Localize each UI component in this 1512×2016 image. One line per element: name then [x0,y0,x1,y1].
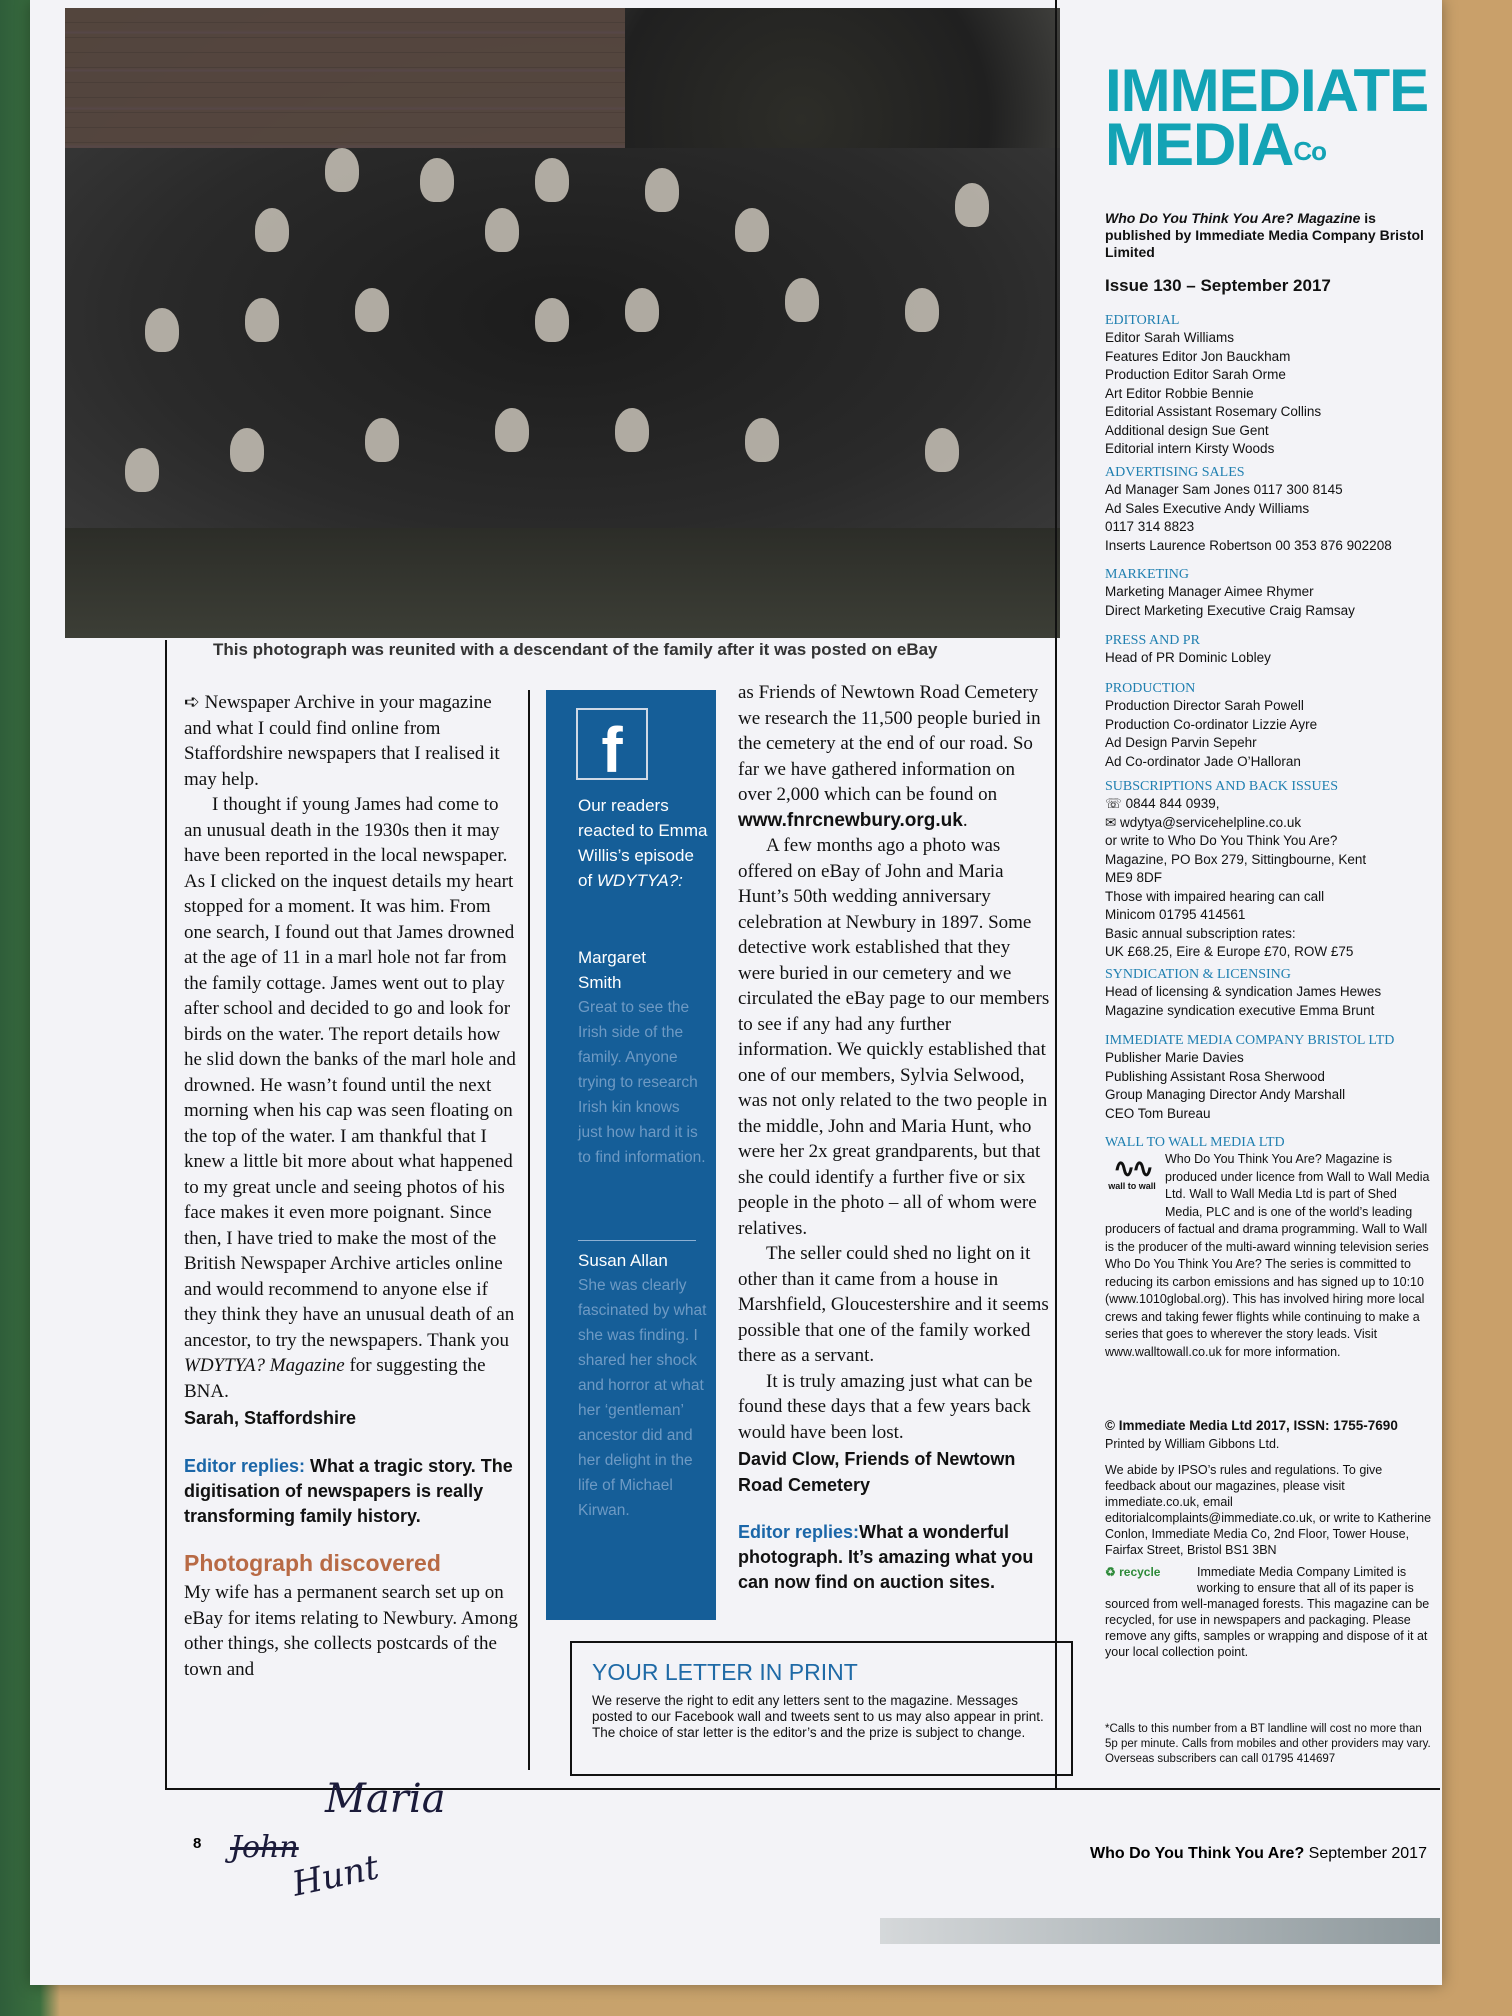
facebook-icon: f [576,708,648,780]
commenter-name: Susan Allan [578,1251,668,1270]
advertising-section: ADVERTISING SALES Ad Manager Sam Jones 0117 300 8145 Ad Sales Executive Andy Williams 0117 314 8823 Inserts Laurence Robertson 00 353 876 902208 [1105,465,1392,553]
comment-divider [578,1240,696,1241]
grass [65,528,1060,638]
page-number: 8 [193,1835,202,1852]
editor-reply: Editor replies:What a wonderful photograph. It’s amazing what you can now find on auction sites. [738,1522,1034,1592]
copyright: © Immediate Media Ltd 2017, ISSN: 1755-7690 [1105,1418,1398,1433]
paragraph: The seller could shed no light on it other than it came from a house in Marshfield, Gloucestershire and it seems possible that one of the family worked there as a servant. [738,1243,1049,1366]
wall-to-wall-logo: ∿∿ wall to wall [1105,1155,1159,1205]
wall-to-wall-section: WALL TO WALL MEDIA LTD ∿∿ wall to wall Who Do You Think You Are? Magazine is produced under licence from Wall to Wall Media Ltd. Wall to Wall Media Ltd is part of Shed Media, PLC and is one of the world’s leading producers of factual and drama programming. Wall to Wall is the producer of the multi-award winning television series Who Do You Think You Are? The series is committed to reducing its carbon emissions and has signed up to 10:10 (www.1010global.org). This has involved hiring more local crews and taking fewer flights while continuing to make a series that goes to wherever the story leads. Visit www.walltowall.co.uk for more information. [1105,1135,1430,1359]
person-face [365,418,399,462]
comment-text: She was clearly fascinated by what she was finding. I shared her shock and horror at what her ‘gentleman’ ancestor did and her delight in the life of Michael Kirwan. [578,1277,707,1519]
person-face [535,298,569,342]
photo-caption: This photograph was reunited with a descendant of the family after it was posted on eBay [213,640,938,659]
column-rule [1055,0,1057,1790]
recycle-logo: ♻ recycle [1105,1565,1161,1579]
letter-column-1 [184,690,519,1682]
person-face [325,148,359,192]
editorial-section: EDITORIAL Editor Sarah Williams Features Editor Jon Bauckham Production Editor Sarah Orme Art Editor Robbie Bennie Editorial Assistant Rosemary Collins Additional design Sue Gent Editorial intern Kirsty Woods [1105,313,1322,456]
column-rule [165,640,167,1790]
paragraph: A few months ago a photo was offered on eBay of John and Maria Hunt’s 50th wedding anniversary celebration at Newbury in 1897. Some detective work established that they were buried in our cemetery and we circulated the eBay page to our members to see if any had any further information. We quickly established that one of our members, Sylvia Selwood, was not only related to the two people in the middle, John and Maria Hunt, who were her 2x great grandparents, but that she could identify a further five or six people in the photo – all of whom were relatives. [738,835,1050,1239]
group-of-people [65,148,1060,568]
letter-heading: Photograph discovered [184,1549,441,1576]
letter-box-text: We reserve the right to edit any letters sent to the magazine. Messages posted to our Facebook wall and tweets sent to us may also appear in print. The choice of star letter is the editor’s and the prize is subject to change. [592,1693,1044,1740]
handwritten-note: John [230,1830,299,1865]
person-face [535,158,569,202]
person-face [420,158,454,202]
paragraph: ➪ Newspaper Archive in your magazine and what I could find online from Staffordshire newspapers that I realised it may help. [184,692,500,790]
person-face [645,168,679,212]
person-face [625,288,659,332]
paragraph: as Friends of Newtown Road Cemetery we research the 11,500 people buried in the cemetery at the end of our road. So far we have gathered information on over 2,000 which can be found on www.fnrcnewbury.org.uk. [738,682,1041,831]
production-section: PRODUCTION Production Director Sarah Powell Production Co-ordinator Lizzie Ayre Ad Design Parvin Sepehr Ad Co-ordinator Jade O’Halloran [1105,681,1318,769]
recycle-statement: ♻ recycle Immediate Media Company Limited is working to ensure that all of its paper is sourced from well-managed forests. This magazine can be recycled, for use in newspapers and packaging. Please remove any gifts, samples or wrapping and dispose of it at your local collection point. [1105,1565,1430,1659]
issue-number: Issue 130 – September 2017 [1105,276,1331,295]
handwritten-note: Hunt [288,1847,383,1905]
handwritten-note: Maria [325,1776,446,1822]
paragraph: It is truly amazing just what can be found these days that a few years back would have been lost. [738,1370,1033,1443]
family-group-photograph [65,8,1060,638]
person-face [735,208,769,252]
editor-reply: Editor replies: What a tragic story. The digitisation of newspapers is really transforming family history. [184,1455,513,1526]
wave-icon: ∿∿ [1113,1153,1151,1183]
person-face [245,298,279,342]
publisher-statement: Who Do You Think You Are? Magazine is published by Immediate Media Company Bristol Limited [1105,210,1424,260]
person-face [230,428,264,472]
paragraph: I thought if young James had come to an unusual death in the 1930s then it may have been reported in the local newspaper. As I clicked on the inquest details my heart stopped for a moment. It was him. From one search, I found out that James drowned at the age of 11 in a marl hole not far from the family cottage. James went out to play after school and decided to go and look for birds on the water. The report details how he slid down the banks of the marl hole and drowned. He wasn’t found until the next morning when his cap was seen floating on the top of the water. I am thankful that I knew a little bit more about what happened to my great uncle and seeing photos of his face makes it even more poignant. Since then, I have tried to make the most of the British Newspaper Archive articles online and would recommend to anyone else if they think they have an unusual death of an ancestor, to try the newspapers. Thank you WDYTYA? Magazine for suggesting the BNA. [184,794,516,1402]
person-face [745,418,779,462]
commenter-name: Margaret Smith [578,948,647,992]
person-face [355,288,389,332]
your-letter-in-print-box [570,1641,1073,1776]
marketing-section: MARKETING Marketing Manager Aimee Rhymer Direct Marketing Executive Craig Ramsay [1105,567,1355,618]
subscriptions-section: SUBSCRIPTIONS AND BACK ISSUES ☏ 0844 844 0939, ✉ wdytya@servicehelpline.co.uk or write to Who Do You Think You Are? Magazine, PO Box 279, Sittingbourne, Kent ME9 8DF Those with impaired hearing can call Minicom 01795 414561 Basic annual subscription rates: UK £68.25, Eire & Europe £70, ROW £75 [1105,779,1367,959]
person-face [255,208,289,252]
recycle-icon: ♻ [1105,1565,1116,1579]
magazine-page [30,0,1442,1985]
letter-box-title: YOUR LETTER IN PRINT [592,1659,858,1685]
letter-column-2 [738,680,1050,1595]
column-rule [528,690,530,1770]
ipso-statement: We abide by IPSO’s rules and regulations. To give feedback about our magazines, please visit immediate.co.uk, email editorialcomplaints@immediate.co.uk, or write to Katherine Conlon, Immediate Media Co, 2nd Floor, Tower House, Fairfax Street, Bristol BS1 3BN [1105,1463,1432,1557]
facebook-intro: Our readers reacted to Emma Willis’s episode of WDYTYA?: [578,796,708,890]
person-face [485,208,519,252]
person-face [495,408,529,452]
person-face [955,183,989,227]
immediate-media-logo: IMMEDIATE $MEDIA^{Co}$ [1105,57,1429,178]
footer-magazine-title: Who Do You Think You Are? September 2017 [1090,1845,1427,1862]
paragraph: My wife has a permanent search set up on eBay for items relating to Newbury. Among other things, she collects postcards of the town and [184,1582,518,1680]
person-face [905,288,939,332]
person-face [125,448,159,492]
immediate-media-bristol-section: IMMEDIATE MEDIA COMPANY BRISTOL LTD Publisher Marie Davies Publishing Assistant Rosa Sherwood Group Managing Director Andy Marshall CEO Tom Bureau [1105,1033,1395,1121]
person-face [925,428,959,472]
person-face [785,278,819,322]
website-link[interactable]: www.fnrcnewbury.org.uk [738,809,963,831]
facebook-comments-box [546,690,716,1620]
press-section: PRESS AND PR Head of PR Dominic Lobley [1105,633,1271,665]
letter-signature: Sarah, Staffordshire [184,1408,357,1428]
person-face [145,308,179,352]
comment-text: Great to see the Irish side of the family. Anyone trying to research Irish kin knows just how hard it is to find information. [578,999,706,1166]
letter-signature: David Clow, Friends of Newtown Road Cemetery [738,1449,1016,1495]
page-bottom-strip [880,1918,1440,1944]
printer: Printed by William Gibbons Ltd. [1105,1437,1280,1451]
calls-footnote: *Calls to this number from a BT landline will cost no more than 5p per minute. Calls from mobiles and other providers may vary. Overseas subscribers can call 01795 414697 [1105,1723,1431,1765]
syndication-section: SYNDICATION & LICENSING Head of licensing & syndication James Hewes Magazine syndication executive Emma Brunt [1105,967,1382,1018]
person-face [615,408,649,452]
